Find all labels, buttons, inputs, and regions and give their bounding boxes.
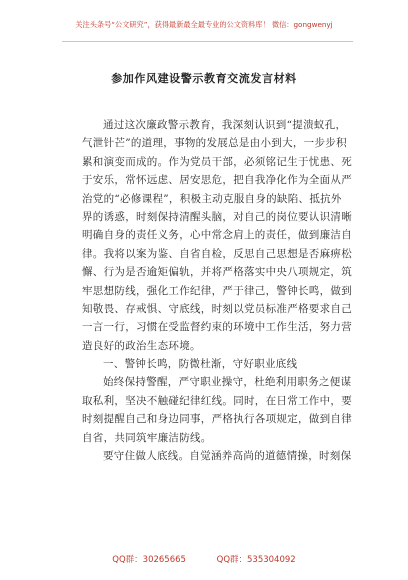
paragraph-line: 要守住做人底线。自觉涵养高尚的道德情操，时刻保 [103, 450, 352, 463]
paragraph-line: 气泄针芒”的道理，事物的发展总是由小到大，一步步积 [82, 137, 347, 150]
paragraph-line: 时刻提醒自己和身边同事，严格执行各项规定，做到自律 [82, 413, 352, 426]
paragraph-line: 于安乐，常怀远虑、居安思危，把自我净化作为全面从严 [82, 174, 352, 187]
document-title: 参加作风建设警示教育交流发言材料 [111, 72, 297, 85]
paragraph-line: 界的诱惑，时刻保持清醒头脑，对自己的岗位要认识清晰 [82, 210, 352, 223]
paragraph-line: 懈、行为是否逾矩偏轨，并将严格落实中央八项规定，筑 [82, 266, 352, 279]
paragraph-line: 始终保持警醒，严守职业操守，杜绝利用职务之便谋 [103, 376, 352, 389]
footer-qq-group-1: QQ群：30265665 [112, 555, 186, 565]
paragraph-line: 自省，共同筑牢廉洁防线。 [82, 431, 212, 444]
paragraph-line: 造良好的政治生态环境。 [82, 339, 201, 352]
section-heading: 一、警钟长鸣，防微杜渐，守好职业底线 [103, 358, 298, 371]
paragraph-line: 明确自身的责任义务，心中常念肩上的责任，做到廉洁自 [82, 229, 352, 242]
header-divider [62, 41, 353, 42]
header-banner: 关注头条号“公文研究”，获得最新最全最专业的公文资料库！ 微信：gongwenyj [75, 20, 333, 29]
paragraph-line: 律。我将以案为鉴、自省自检，反思自己思想是否麻痹松 [82, 247, 352, 260]
paragraph-line: 牢思想防线，强化工作纪律，严于律己，警钟长鸣，做到 [82, 284, 352, 297]
paragraph-line: 累和演变而成的。作为党员干部，必须铭记生于忧患、死 [82, 155, 352, 168]
paragraph-line: 知敬畏、存戒惧、守底线，时刻以党员标准严格要求自己 [82, 302, 352, 315]
paragraph-line: 通过这次廉政警示教育，我深刻认识到“提溃蚁孔， [103, 119, 347, 131]
document-body [82, 116, 354, 465]
footer-qq-group-2: QQ群：535304092 [216, 555, 296, 565]
paragraph-line: 取私利，坚决不触碰纪律红线。同时，在日常工作中，要 [82, 394, 352, 407]
paragraph-line: 一言一行，习惯在受监督约束的环境中工作生活，努力营 [82, 321, 352, 334]
footer-contact [0, 553, 408, 565]
paragraph-line: 治党的“必修课程”，积极主动克服自身的缺陷、抵抗外 [82, 192, 342, 205]
